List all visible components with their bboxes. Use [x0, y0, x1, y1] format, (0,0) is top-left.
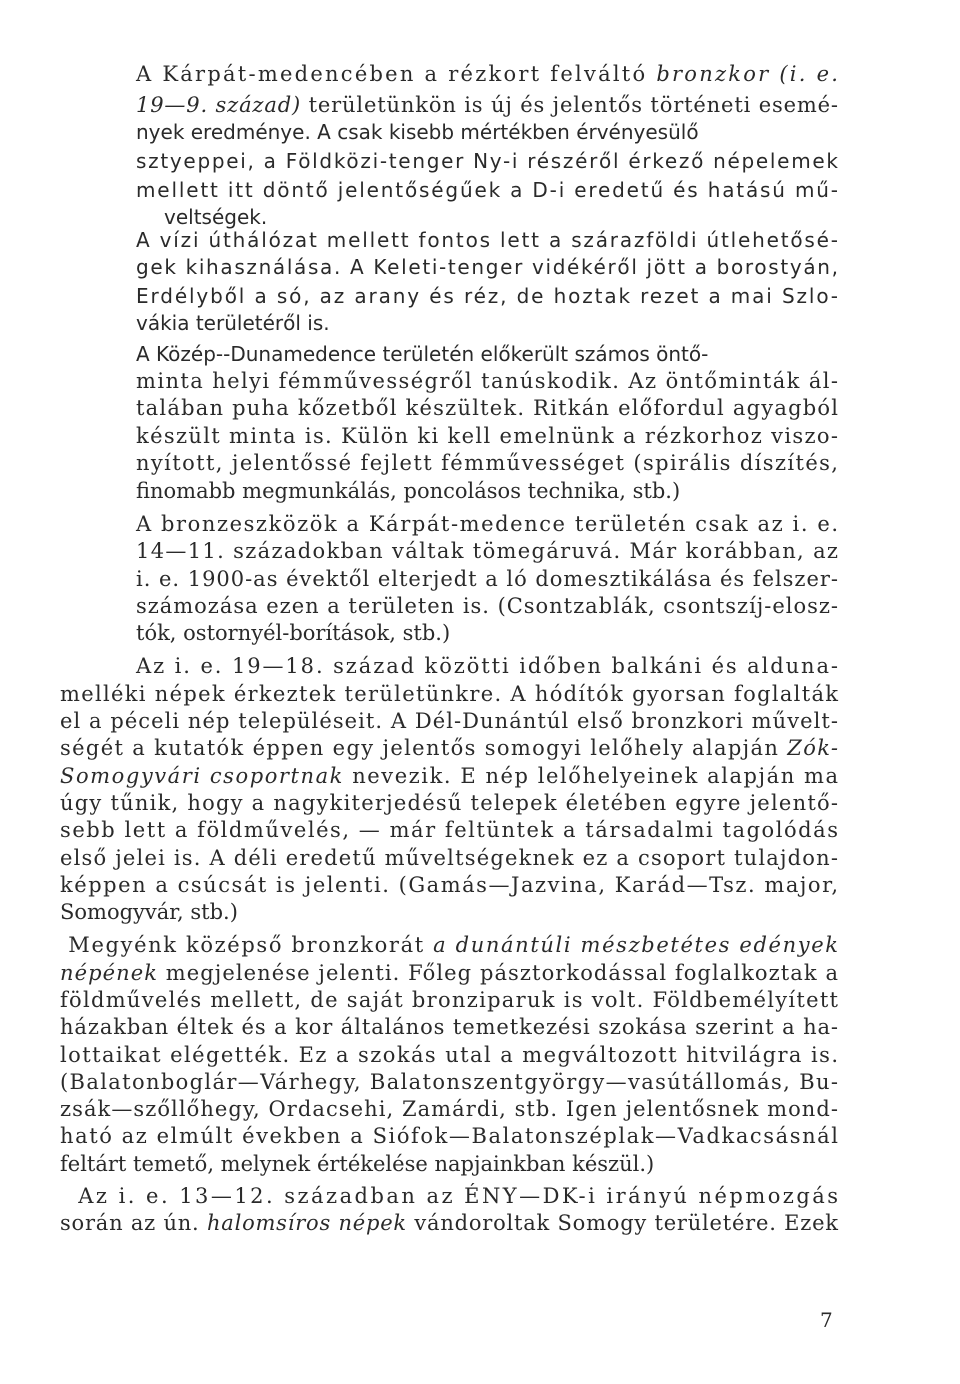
- text-line: [136, 226, 840, 254]
- text-line: [60, 986, 839, 1014]
- text-segment: A bronzeszközök a Kárpát-medence területén csak az i. e.: [136, 512, 840, 536]
- text-line: [60, 816, 840, 844]
- text-segment: sebb lett a földművelés, — már feltüntek a társadalmi tagolódás: [60, 818, 840, 842]
- text-segment: készült minta is. Külön ki kell emelnünk a rézkorhoz viszo-: [136, 424, 840, 448]
- text-segment: nyított, jelentőssé fejlett fémművességet (spirális díszítés,: [136, 451, 840, 475]
- text-line: [60, 898, 238, 926]
- text-segment: feltárt temető, melynek értékelése napjainkban készül.): [60, 1152, 655, 1176]
- text-segment: A Közép--Dunamedence területén előkerült számos öntő-: [136, 342, 709, 366]
- text-line: [136, 394, 839, 422]
- text-segment: 14—11. századokban váltak tömegáruvá. Már korábban, az: [136, 539, 840, 563]
- page-number: 7: [820, 1308, 833, 1332]
- italic-text: Zók-: [787, 736, 840, 760]
- text-segment: i. e. 1900-as évektől elterjedt a ló domesztikálása és felszer-: [136, 567, 839, 591]
- italic-text: halomsíros népek: [206, 1211, 415, 1235]
- text-line: [136, 619, 450, 647]
- text-line: [136, 537, 839, 565]
- text-segment: ségét a kutatók éppen egy jelentős somogyi lelőhely alapján: [60, 736, 788, 760]
- text-line: [60, 1095, 839, 1123]
- text-line: [60, 734, 839, 762]
- text-segment: Erdélyből a só, az arany és réz, de hoztak rezet a mai Szlo-: [136, 284, 840, 308]
- text-segment: lottaikat elégették. Ez a szokás utal a megváltozott hitvilágra is.: [60, 1043, 840, 1067]
- text-line: [60, 1150, 654, 1178]
- text-line: [136, 147, 840, 175]
- text-segment: minta helyi fémművességről tanúskodik. Az öntőminták ál-: [136, 369, 840, 393]
- text-line: [60, 871, 840, 899]
- text-line: [60, 789, 839, 817]
- text-segment: földművelés mellett, de saját bronziparuk is volt. Földbemélyített: [60, 988, 840, 1012]
- italic-text: Somogyvári csoportnak: [60, 764, 353, 788]
- text-segment: zsák—szőllőhegy, Ordacsehi, Zamárdi, stb. Igen jelentősnek mond-: [60, 1097, 840, 1121]
- text-segment: vándoroltak Somogy területére. Ezek: [414, 1211, 839, 1235]
- text-segment: A Kárpát-medencében a rézkort felváltó: [136, 62, 657, 86]
- text-segment: során az ún.: [60, 1211, 207, 1235]
- text-segment: (Balatonboglár—Várhegy, Balatonszentgyörgy—vasútállomás, Bu-: [60, 1070, 840, 1094]
- text-segment: nevezik. E nép lelőhelyeinek alapján ma: [352, 764, 840, 788]
- text-segment: melléki népek érkeztek területünkre. A hódítók gyorsan foglalták: [60, 682, 840, 706]
- text-segment: ható az elmúlt években a Siófok—Balatonszéplak—Vadkacsásnál: [60, 1124, 840, 1148]
- text-line: [60, 1041, 839, 1069]
- text-segment: képpen a csúcsát is jelenti. (Gamás—Jazvina, Karád—Tsz. major,: [60, 873, 840, 897]
- text-segment: Az i. e. 19—18. század közötti időben balkáni és alduna-: [136, 654, 840, 678]
- text-line: [136, 91, 839, 119]
- text-line: [60, 959, 839, 987]
- text-segment: Az i. e. 13—12. században az ÉNY—DK-i irányú népmozgás: [60, 1184, 841, 1208]
- text-line: [60, 1209, 839, 1237]
- italic-text: 19—9. század): [136, 93, 309, 117]
- text-segment: megjelenése jelenti. Főleg pásztorkodással foglalkoztak a: [165, 961, 840, 985]
- text-line: [60, 1122, 840, 1150]
- text-line: [136, 592, 839, 620]
- text-line: [136, 510, 840, 538]
- text-segment: első jelei is. A déli eredetű műveltségeknek ez a csoport tulajdon-: [60, 846, 840, 870]
- text-line: [136, 477, 680, 505]
- text-segment: talában puha kőzetből készültek. Ritkán előfordul agyagból: [136, 396, 840, 420]
- text-line: [60, 1068, 839, 1096]
- text-line: [136, 176, 840, 204]
- italic-text: a dunántúli mészbetétes edények: [433, 933, 840, 957]
- text-line: [136, 253, 840, 281]
- text-segment: házakban éltek és a kor általános temetkezési szokása szerint a ha-: [60, 1015, 839, 1039]
- text-segment: vákia területéről is.: [136, 311, 330, 335]
- text-line: [60, 844, 839, 872]
- text-segment: területünkön is új és jelentős történeti esemé-: [308, 93, 839, 117]
- text-segment: mellett itt döntő jelentőségűek a D-i eredetű és hatású mű-: [136, 178, 840, 202]
- text-line: [136, 367, 839, 395]
- text-segment: sztyeppei, a Földközi-tenger Ny-i részéről érkező népelemek: [136, 149, 840, 173]
- text-segment: számozása ezen a területen is. (Csontzablák, csontszíj-elosz-: [136, 594, 839, 618]
- text-line: [136, 449, 839, 477]
- text-line: [60, 707, 839, 735]
- italic-text: bronzkor (i. e.: [656, 62, 841, 86]
- italic-text: népének: [60, 961, 166, 985]
- text-segment: gek kihasználása. A Keleti-tenger vidékéről jött a borostyán,: [136, 255, 840, 279]
- text-line: [136, 422, 839, 450]
- text-segment: finomabb megmunkálás, poncolásos technika, stb.): [136, 479, 681, 503]
- text-line: [136, 340, 708, 368]
- text-line: [60, 1182, 840, 1210]
- text-line: [136, 282, 840, 310]
- text-line: [136, 652, 840, 680]
- text-segment: Somogyvár, stb.): [60, 900, 238, 924]
- text-segment: nyek eredménye. A csak kisebb mértékben érvényesülő: [136, 120, 699, 144]
- text-segment: tók, ostornyél-borítások, stb.): [136, 621, 451, 645]
- text-line: [60, 762, 840, 790]
- text-line: [136, 118, 699, 146]
- text-line: [60, 1013, 839, 1041]
- text-segment: Megyénk középső bronzkorát: [60, 933, 434, 957]
- text-line: [60, 680, 839, 708]
- text-segment: el a péceli nép településeit. A Dél-Dunántúl első bronzkori művelt-: [60, 709, 840, 733]
- text-line: [136, 565, 839, 593]
- text-segment: A vízi úthálózat mellett fontos lett a szárazföldi útlehetősé-: [136, 228, 840, 252]
- text-segment: veltségek.: [164, 205, 268, 229]
- text-line: [136, 60, 840, 88]
- text-line: [136, 309, 330, 337]
- text-segment: úgy tűnik, hogy a nagykiterjedésű telepek életében egyre jelentő-: [60, 791, 840, 815]
- text-line: [60, 931, 840, 959]
